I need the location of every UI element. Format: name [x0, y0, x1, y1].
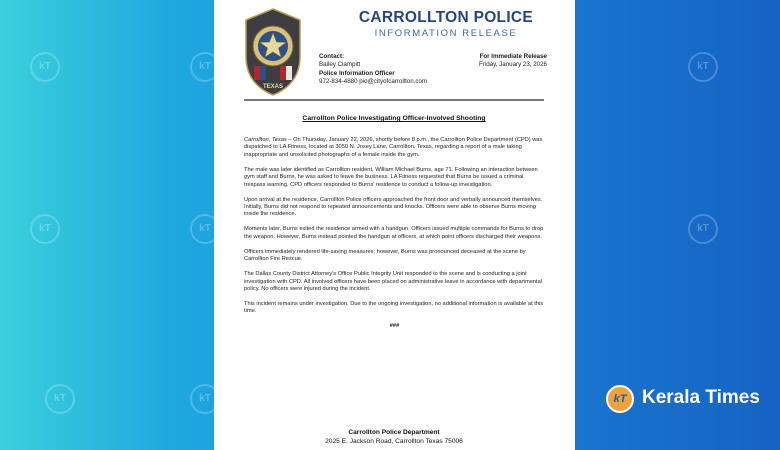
press-release-document	[214, 0, 575, 450]
release-label: For Immediate Release	[479, 53, 547, 60]
release-block	[479, 53, 547, 70]
paragraph: The Dallas County District Attorney's Office Public Integrity Unit responded to the scene and is conducting a joint investigation with CPD. All involved officers have been placed on administrative leave in accordance with departmental policy. No officers were injured during the incident.	[244, 271, 543, 293]
release-date: Friday, January 23, 2026	[479, 61, 547, 69]
watermark-icon: kT	[190, 214, 220, 244]
paragraph-text: – On Thursday, January 22, 2026, shortly before 8 p.m., the Carrollton Police Department (CPD) was dispatched to LA Fitness, located at 3050 N. Josey Lane, Carrollton, Texas, regarding a report of a male taking inappropriate and unsolicited photographs of a female inside the gym.	[244, 137, 543, 158]
paragraph: The male was later identified as Carrollton resident, William Michael Burns, age 71. Following an interaction between gym staff and Burns, he was asked to leave the business. LA Fitness requested that Burns be issued a criminal trespass warning. CPD officers responded to Burns' residence to conduct a follow-up investigation.	[244, 166, 538, 188]
dateline: Carrollton, Texas	[244, 137, 287, 143]
release-type: INFORMATION RELEASE	[374, 28, 518, 39]
article-body	[244, 137, 545, 331]
agency-title: CARROLLTON POLICE	[358, 9, 534, 26]
watermark-icon: kT	[30, 214, 60, 244]
header-divider	[244, 99, 544, 101]
paragraph	[244, 137, 545, 159]
watermark-icon: kT	[688, 214, 718, 244]
paragraph: Officers immediately rendered life-saving measures; however, Burns was pronounced deceased at the scene by Carrollton Fire Rescue.	[244, 248, 526, 263]
end-mark: ###	[389, 323, 400, 330]
headline: Carrollton Police Investigating Officer-Involved Shooting	[302, 115, 486, 122]
police-badge-icon	[244, 8, 302, 96]
watermark-icon: kT	[688, 52, 718, 82]
watermark-icon: kT	[30, 52, 60, 82]
footer-address: 2025 E. Jackson Road, Carrollton Texas 75006	[325, 438, 463, 445]
badge-state-label: TEXAS	[262, 84, 284, 90]
contact-name: Bailey Ciampitt	[319, 61, 361, 69]
contact-label: Contact:	[319, 53, 345, 60]
contact-title: Police Information Officer	[319, 69, 395, 77]
kerala-times-logo-icon: kT	[606, 385, 634, 413]
footer	[244, 428, 544, 446]
paragraph: This incident remains under investigation. Due to the ongoing investigation, no additional information is available at this time.	[244, 301, 544, 315]
footer-department: Carrollton Police Department	[348, 429, 440, 436]
contact-info: 972-834-4880 pio@cityofcarrollton.com	[319, 78, 428, 86]
contact-block	[319, 53, 427, 87]
paragraph: Upon arrival at the residence, Carrollton Police officers approached the front door and verbally announced themselves. Initially, Burns did not respond to repeated announcements and knocks. Officers were able to observe Burns moving inside the residence.	[244, 196, 543, 218]
watermark-icon: kT	[45, 384, 75, 414]
watermark-icon: kT	[190, 384, 220, 414]
brand-name: Kerala Times	[642, 387, 760, 408]
paragraph: Moments later, Burns exited the residence armed with a handgun. Officers issued multiple commands for Burns to drop the weapon. However, Burns instead pointed the handgun at officers, at which point officers discharged their weapons.	[244, 226, 544, 240]
watermark-icon: kT	[190, 52, 220, 82]
